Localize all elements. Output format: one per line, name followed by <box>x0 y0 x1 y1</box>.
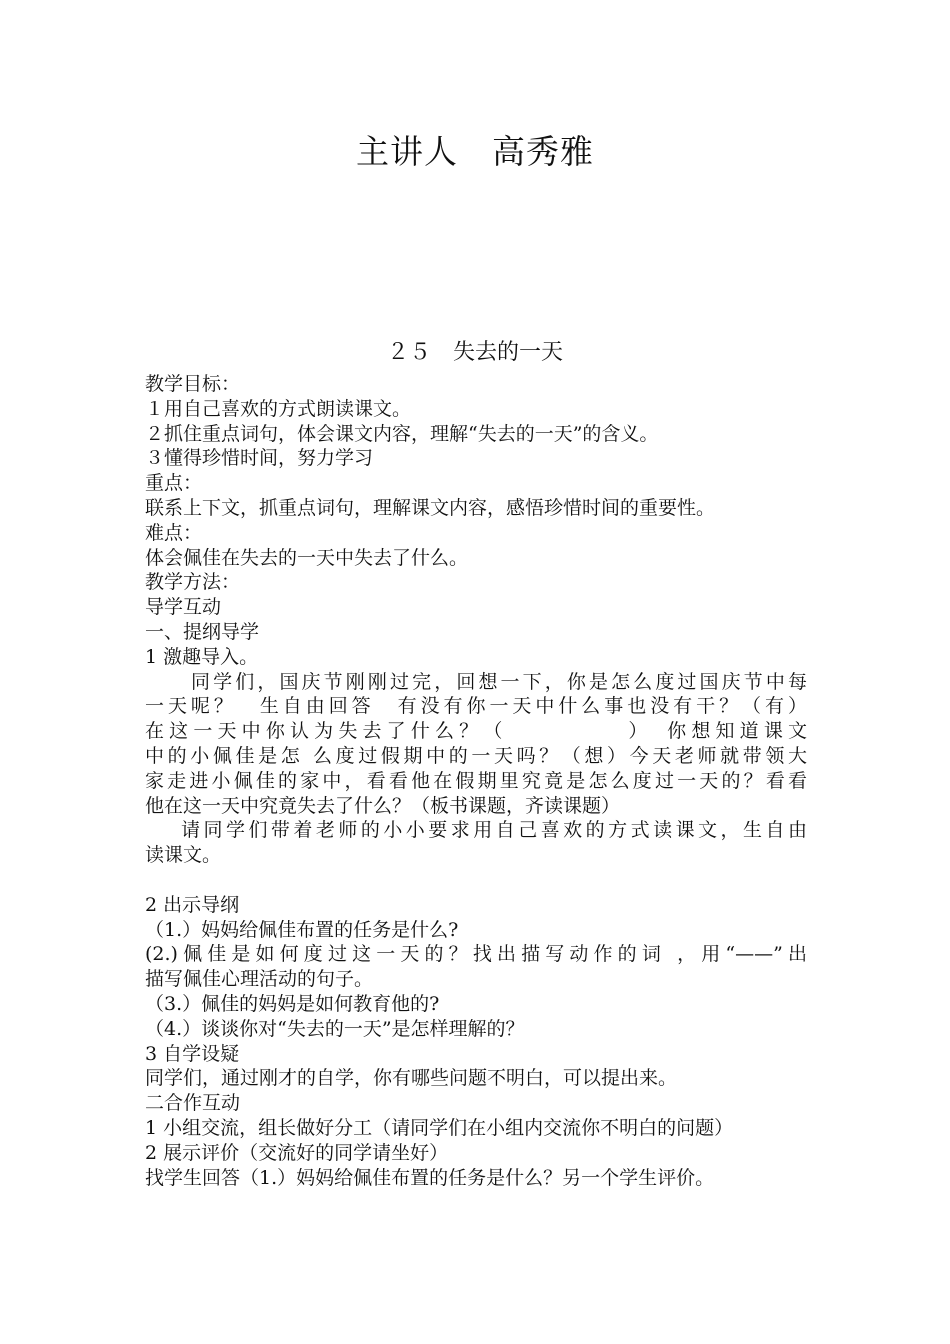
step-heading: 1 激趣导入。 <box>145 645 259 668</box>
guide-question: 描写佩佳心理活动的句子。 <box>145 968 374 991</box>
paragraph-line: 同学们，国庆节刚刚过完，回想一下，你是怎么度过国庆节中每 <box>191 670 807 693</box>
paragraph-line: 中的小佩佳是怎 么度过假期中的一天吗？（想）今天老师就带领大 <box>145 744 807 767</box>
paragraph-line: 他在这一天中究竟失去了什么？（板书课题，齐读课题） <box>145 794 621 817</box>
section-heading-key-points: 重点： <box>145 472 203 495</box>
part-heading: 二合作互动 <box>145 1092 241 1115</box>
section-heading-objectives: 教学目标： <box>145 373 241 395</box>
guide-question: （3.）佩佳的妈妈是如何教育他的? <box>145 992 440 1015</box>
lesson-title: ２５ 失去的一天 <box>386 340 563 365</box>
paragraph-line: 读课文。 <box>145 844 222 867</box>
key-points-text: 联系上下文，抓重点词句，理解课文内容，感悟珍惜时间的重要性。 <box>145 496 716 519</box>
guide-question: (2.)佩佳是如何度过这一天的？找出描写动作的词 ，用“——”出 <box>145 943 807 966</box>
difficulties-text: 体会佩佳在失去的一天中失去了什么。 <box>145 546 469 569</box>
objective-item: １用自己喜欢的方式朗读课文。 <box>145 397 412 420</box>
step-heading: 1 小组交流，组长做好分工（请同学们在小组内交流你不明白的问题） <box>145 1116 734 1139</box>
paragraph-line: 家走进小佩佳的家中，看看他在假期里究竟是怎么度过一天的？看看 <box>145 769 807 792</box>
objective-item: ２抓住重点词句，体会课文内容，理解“失去的一天”的含义。 <box>145 422 659 445</box>
guide-question: （4.）谈谈你对“失去的一天”是怎样理解的？ <box>145 1017 525 1040</box>
presenter-heading: 主讲人 高秀雅 <box>356 132 594 171</box>
paragraph-line: 同学们，通过刚才的自学，你有哪些问题不明白，可以提出来。 <box>145 1067 678 1090</box>
methods-text: 导学互动 <box>145 596 222 619</box>
step-heading: 2 出示导纲 <box>145 893 240 916</box>
paragraph-line: 一天呢？ 生自由回答 有没有你一天中什么事也没有干？（有） <box>145 695 807 718</box>
paragraph-line: 在这一天中你认为失去了什么？（ ） 你想知道课文 <box>145 720 807 743</box>
part-heading: 一、提纲导学 <box>145 620 260 643</box>
step-heading: 3 自学设疑 <box>145 1042 240 1065</box>
blank-line <box>145 868 807 893</box>
guide-question: （1.）妈妈给佩佳布置的任务是什么? <box>145 918 459 941</box>
step-heading: 2 展示评价（交流好的同学请坐好） <box>145 1141 449 1164</box>
paragraph-line: 找学生回答（1.）妈妈给佩佳布置的任务是什么？另一个学生评价。 <box>145 1166 715 1189</box>
lesson-plan-body <box>145 372 807 1190</box>
paragraph-line: 请同学们带着老师的小小要求用自己喜欢的方式读课文，生自由 <box>181 819 807 842</box>
objective-item: ３懂得珍惜时间，努力学习 <box>145 447 374 470</box>
section-heading-difficulties: 难点： <box>145 521 203 544</box>
section-heading-methods: 教学方法： <box>145 571 241 594</box>
